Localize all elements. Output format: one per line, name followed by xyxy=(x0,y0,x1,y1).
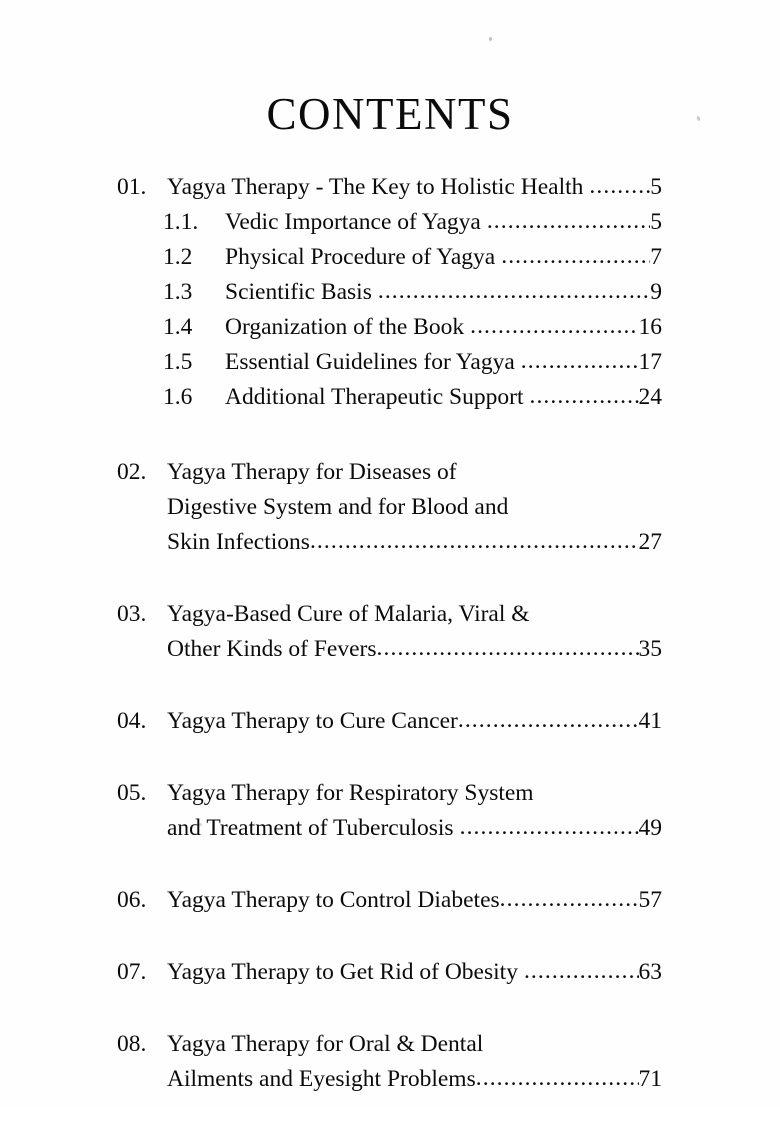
page-number: 17 xyxy=(638,349,662,375)
toc-subsection[interactable] xyxy=(117,380,662,415)
subsection-title: Vedic Importance of Yagya xyxy=(225,209,481,235)
toc-chapter[interactable] xyxy=(117,597,662,667)
page-number: 71 xyxy=(638,1066,662,1092)
dot-leader xyxy=(310,524,639,559)
page-number: 16 xyxy=(638,314,662,340)
toc-subsection-body xyxy=(225,310,662,345)
chapter-number: 04. xyxy=(117,708,147,734)
toc-chapter[interactable] xyxy=(117,455,662,560)
page-number: 24 xyxy=(638,384,662,410)
toc-entry-line xyxy=(117,632,662,667)
toc-subsection-body xyxy=(225,275,662,310)
toc-chapter[interactable] xyxy=(117,704,662,739)
toc-entry-body xyxy=(167,955,662,990)
page-number: 63 xyxy=(638,959,662,985)
subsection-title: Scientific Basis xyxy=(225,279,372,305)
chapter-title: Digestive System and for Blood and xyxy=(167,494,509,520)
toc-entry-line xyxy=(117,455,662,490)
toc-entry-body xyxy=(167,455,662,490)
chapter-title: Yagya Therapy to Cure Cancer xyxy=(167,708,458,734)
chapter-number: 08. xyxy=(117,1031,147,1057)
toc-subsection[interactable] xyxy=(117,205,662,240)
chapter-title: Yagya Therapy for Oral & Dental xyxy=(167,1031,484,1057)
toc-subsection[interactable] xyxy=(117,275,662,310)
dot-leader xyxy=(378,274,650,309)
dot-leader xyxy=(500,882,639,917)
toc-subsection-body xyxy=(225,380,662,415)
toc-entry-body xyxy=(167,1062,662,1097)
dot-leader xyxy=(476,1061,639,1096)
toc-entry-body xyxy=(167,704,662,739)
chapter-number: 05. xyxy=(117,780,147,806)
dot-leader xyxy=(524,954,639,989)
toc-entry-body xyxy=(167,811,662,846)
page-number: 9 xyxy=(650,279,662,305)
toc-subsection-body xyxy=(225,345,662,380)
toc-entry-line xyxy=(117,1062,662,1097)
dot-leader xyxy=(487,204,650,239)
subsection-number: 1.5 xyxy=(163,349,193,375)
toc-entry-line xyxy=(117,955,662,990)
toc-entry-line xyxy=(117,490,662,525)
page-number: 7 xyxy=(650,244,662,270)
page-number: 57 xyxy=(638,887,662,913)
toc-subsection[interactable] xyxy=(117,310,662,345)
scan-speck xyxy=(488,37,492,42)
toc-entry-line xyxy=(117,170,662,205)
chapter-title: Yagya Therapy for Diseases of xyxy=(167,459,457,485)
toc-entry-line xyxy=(117,597,662,632)
toc-entry-line xyxy=(117,883,662,918)
toc-entry-body xyxy=(167,776,662,811)
toc-entry-body xyxy=(167,490,662,525)
table-of-contents xyxy=(117,170,662,1134)
subsection-number: 1.1. xyxy=(163,209,199,235)
toc-entry-body xyxy=(167,170,662,205)
toc-chapter[interactable] xyxy=(117,170,662,415)
chapter-number: 01. xyxy=(117,174,147,200)
page-number: 5 xyxy=(650,174,662,200)
page-number: 41 xyxy=(638,708,662,734)
dot-leader xyxy=(501,239,650,274)
chapter-title: and Treatment of Tuberculosis xyxy=(167,815,454,841)
chapter-title: Yagya Therapy for Respiratory System xyxy=(167,780,534,806)
page-number: 27 xyxy=(638,529,662,555)
subsection-number: 1.3 xyxy=(163,279,193,305)
subsection-title: Additional Therapeutic Support xyxy=(225,384,524,410)
toc-entry-line xyxy=(117,776,662,811)
chapter-number: 03. xyxy=(117,601,147,627)
toc-subsection-body xyxy=(225,205,662,240)
page-number: 49 xyxy=(638,815,662,841)
toc-entry-body xyxy=(167,597,662,632)
subsection-title: Organization of the Book xyxy=(225,314,465,340)
toc-chapter[interactable] xyxy=(117,1027,662,1097)
chapter-title: Yagya Therapy to Control Diabetes xyxy=(167,887,500,913)
page-number: 35 xyxy=(638,636,662,662)
chapter-title: Yagya Therapy - The Key to Holistic Health xyxy=(167,174,584,200)
toc-entry-body xyxy=(167,883,662,918)
chapter-number: 02. xyxy=(117,459,147,485)
chapter-title: Yagya Therapy to Get Rid of Obesity xyxy=(167,959,518,985)
toc-entry-line xyxy=(117,1027,662,1062)
toc-subsection[interactable] xyxy=(117,345,662,380)
toc-entry-body xyxy=(167,525,662,560)
subsection-number: 1.6 xyxy=(163,384,193,410)
dot-leader xyxy=(377,631,639,666)
toc-entry-line xyxy=(117,525,662,560)
toc-entry-line xyxy=(117,704,662,739)
subsection-number: 1.4 xyxy=(163,314,193,340)
toc-chapter[interactable] xyxy=(117,776,662,846)
chapter-title: Ailments and Eyesight Problems xyxy=(167,1066,476,1092)
toc-entry-body xyxy=(167,1027,662,1062)
subsection-title: Essential Guidelines for Yagya xyxy=(225,349,515,375)
dot-leader xyxy=(521,344,639,379)
dot-leader xyxy=(460,810,639,845)
toc-subsection-body xyxy=(225,240,662,275)
chapter-title: Other Kinds of Fevers xyxy=(167,636,377,662)
page-number: 5 xyxy=(650,209,662,235)
toc-chapter[interactable] xyxy=(117,883,662,918)
toc-subsection[interactable] xyxy=(117,240,662,275)
dot-leader xyxy=(529,379,638,414)
toc-entry-line xyxy=(117,811,662,846)
chapter-title: Skin Infections xyxy=(167,529,310,555)
chapter-title: Yagya-Based Cure of Malaria, Viral & xyxy=(167,601,530,627)
dot-leader xyxy=(589,169,650,204)
dot-leader xyxy=(470,309,638,344)
chapter-number: 06. xyxy=(117,887,147,913)
page-title: CONTENTS xyxy=(266,89,514,140)
subsection-title: Physical Procedure of Yagya xyxy=(225,244,496,270)
dot-leader xyxy=(458,703,639,738)
toc-chapter[interactable] xyxy=(117,955,662,990)
subsection-number: 1.2 xyxy=(163,244,193,270)
toc-entry-body xyxy=(167,632,662,667)
chapter-number: 07. xyxy=(117,959,147,985)
